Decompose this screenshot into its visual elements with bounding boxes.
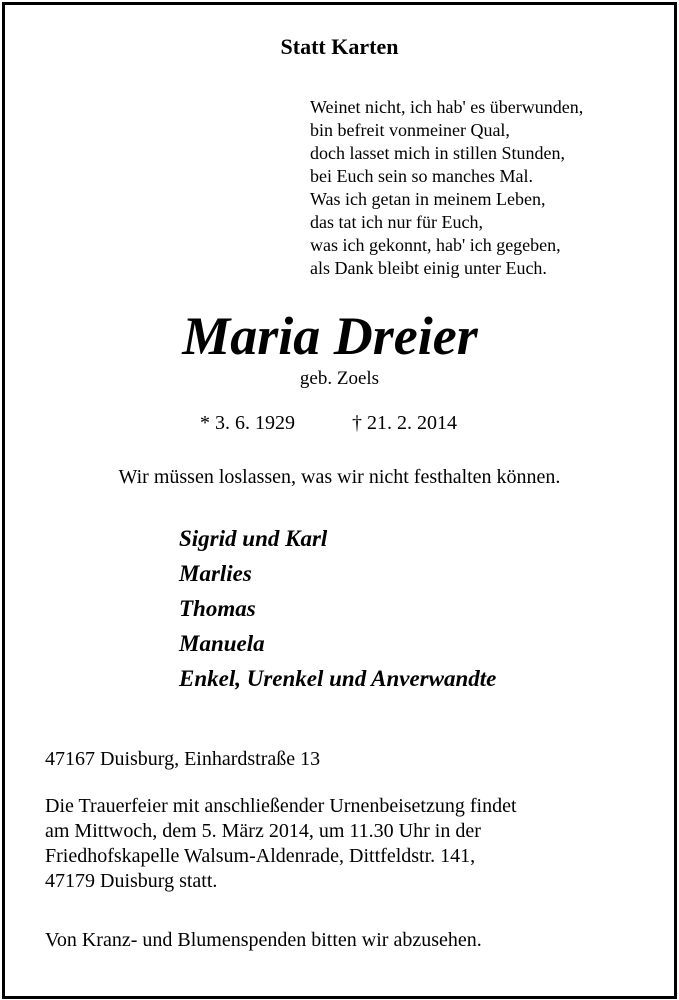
maiden-name: geb. Zoels (299, 368, 380, 389)
poem-line: was ich gekonnt, hab' ich gegeben, (310, 235, 561, 255)
service-line: Die Trauerfeier mit anschließender Urnenbeisetzung findet (45, 795, 517, 817)
service-info (45, 794, 517, 894)
notice-heading: Statt Karten (280, 34, 399, 59)
poem-line: bei Euch sein so manches Mal. (310, 166, 533, 186)
mourner-name: Marlies (179, 561, 252, 586)
mourner-name: Manuela (179, 631, 265, 656)
flowers-note: Von Kranz- und Blumenspenden bitten wir abzusehen. (45, 929, 482, 951)
service-line: am Mittwoch, dem 5. März 2014, um 11.30 Uhr in der (45, 820, 481, 842)
mourner-name: Sigrid und Karl (179, 526, 328, 551)
poem-line: Weinet nicht, ich hab' es überwunden, (310, 97, 584, 117)
death-date: † 21. 2. 2014 (352, 412, 457, 434)
mourner-name: Enkel, Urenkel und Anverwandte (179, 666, 497, 691)
birth-date: * 3. 6. 1929 (200, 412, 295, 434)
poem-line: das tat ich nur für Euch, (310, 212, 483, 232)
poem (310, 96, 583, 280)
poem-line: Was ich getan in meinem Leben, (310, 189, 546, 209)
service-line: 47179 Duisburg statt. (45, 870, 218, 892)
address: 47167 Duisburg, Einhardstraße 13 (45, 748, 321, 770)
service-line: Friedhofskapelle Walsum-Aldenrade, Dittfeldstr. 141, (45, 845, 476, 867)
mourners-list (179, 521, 496, 696)
motto: Wir müssen loslassen, was wir nicht festhalten können. (118, 466, 561, 488)
deceased-name: Maria Dreier (182, 306, 478, 366)
poem-line: als Dank bleibt einig unter Euch. (310, 258, 547, 278)
mourner-name: Thomas (179, 596, 256, 621)
poem-line: bin befreit vonmeiner Qual, (310, 120, 510, 140)
poem-line: doch lasset mich in stillen Stunden, (310, 143, 565, 163)
